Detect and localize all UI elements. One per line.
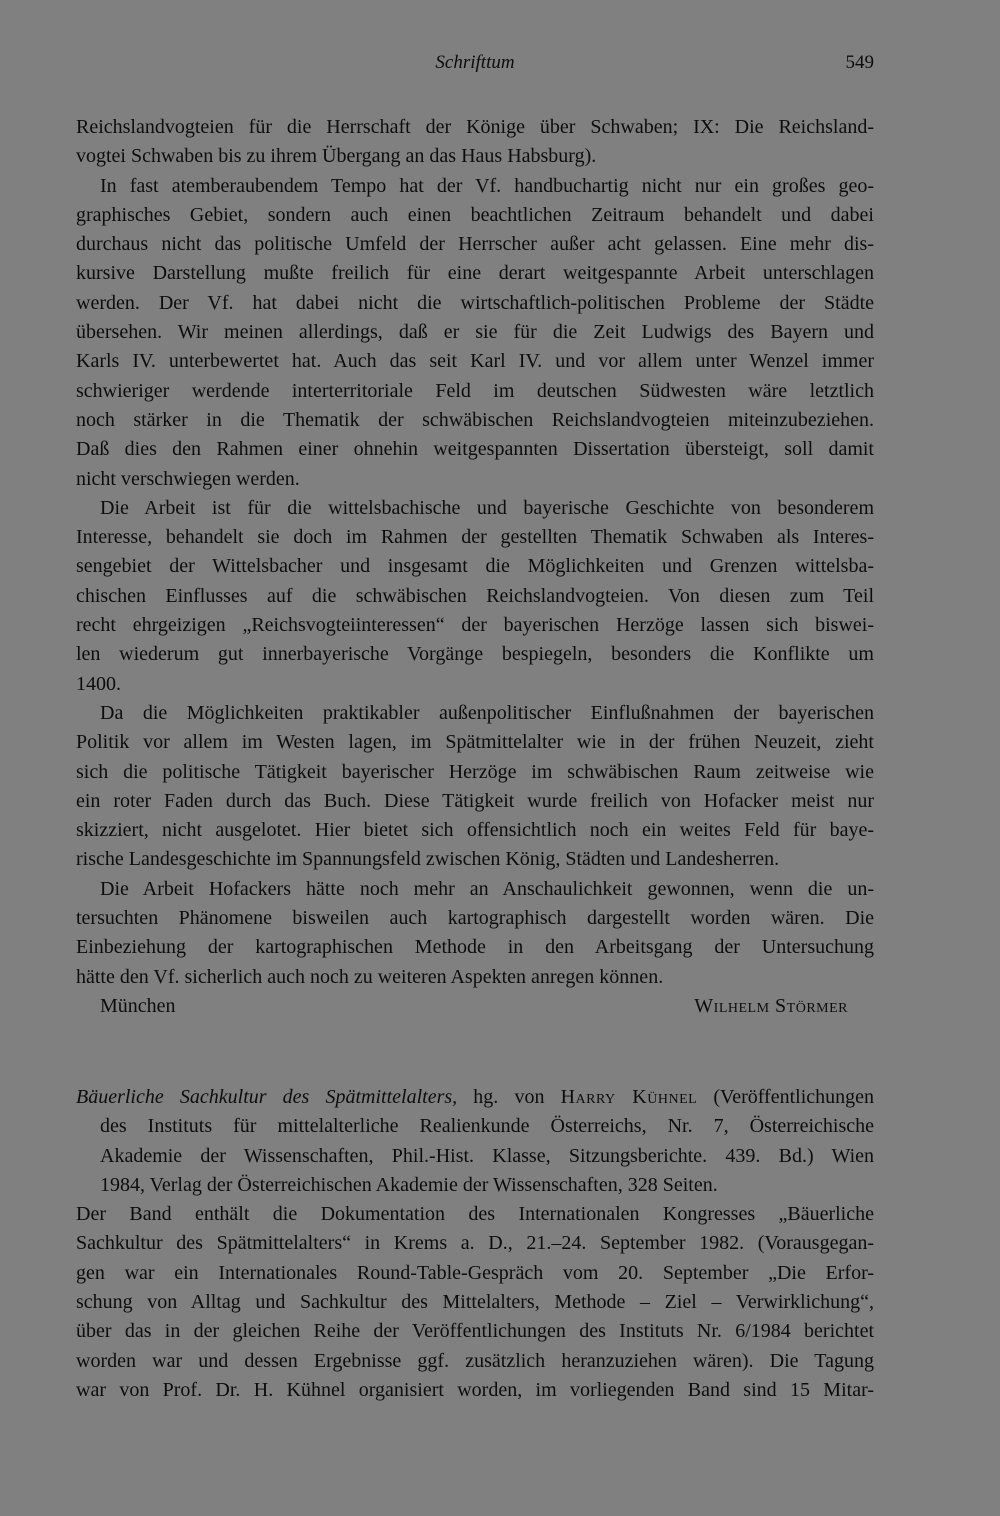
bibliographic-entry [76,1083,874,1200]
signature-author: Wilhelm Störmer [694,994,848,1017]
book-title: Bäuerliche Sachkultur des Spätmittelalters, [76,1086,458,1108]
editor-name: Harry Kühnel [560,1086,698,1108]
text-line: sengebiet der Wittelsbacher und insgesamt die Möglichkeiten und Grenzen wittelsba- [76,555,874,578]
text-line: war von Prof. Dr. H. Kühnel organisiert worden, im vorliegenden Band sind 15 Mitar- [76,1378,874,1401]
text-line: ein roter Faden durch das Buch. Diese Tätigkeit wurde freilich von Hofacker meist nur [76,789,874,812]
text-line: Reichslandvogteien für die Herrschaft der Könige über Schwaben; IX: Die Reichsland- [76,116,874,138]
text-line: Politik vor allem im Westen lagen, im Spätmittelalter wie in der frühen Neuzeit, zieht [76,731,874,754]
text-line: gen war ein Internationales Round-Table-Gespräch vom 20. September „Die Erfor- [76,1261,874,1284]
text-line: sich die politische Tätigkeit bayerischer Herzöge im schwäbischen Raum zeitweise wie [76,760,874,783]
text-line: len wiederum gut innerbayerische Vorgänge bespiegeln, besonders die Konflikte um [76,643,874,666]
text-line: chischen Einflusses auf die schwäbischen Reichslandvogteien. Von diesen zum Teil [76,584,874,607]
biblio-line [76,1083,874,1112]
text-line: recht ehrgeizigen „Reichsvogteiinteressen“ der bayerischen Herzöge lassen sich biswei- [76,614,874,637]
text-line: 1400. [76,672,121,695]
text-line: skizziert, nicht ausgelotet. Hier bietet sich offensichtlich noch ein weites Feld für baye- [76,819,874,842]
text-line: tersuchten Phänomene bisweilen auch kartographisch dargestellt worden wären. Die [76,907,874,930]
text-line: Der Band enthält die Dokumentation des Internationalen Kongresses „Bäuerliche [76,1203,874,1226]
text-line: schung von Alltag und Sachkultur des Mittelalters, Methode – Ziel – Verwirklichung“, [76,1291,874,1314]
continued-review-text [76,113,874,1021]
biblio-line: des Instituts für mittelalterliche Realienkunde Österreichs, Nr. 7, Österreichische [100,1115,874,1138]
biblio-line: 1984, Verlag der Österreichischen Akademie der Wissenschaften, 328 Seiten. [100,1173,718,1196]
paragraph-start-line: Die Arbeit ist für die wittelsbachische und bayerische Geschichte von besonderem [100,496,874,519]
text-line: über das in der gleichen Reihe der Veröffentlichungen des Instituts Nr. 6/1984 berichtet [76,1320,874,1343]
biblio-line1-rest: (Veröffentlichungen [697,1086,874,1108]
paragraph-start-line: In fast atemberaubendem Tempo hat der Vf. handbuchartig nicht nur ein großes geo- [100,174,874,197]
text-line: Einbeziehung der kartographischen Methode in den Arbeitsgang der Untersuchung [76,936,874,959]
text-line: vogtei Schwaben bis zu ihrem Übergang an das Haus Habsburg). [76,145,597,168]
text-line: hätte den Vf. sicherlich auch noch zu weiteren Aspekten anregen können. [76,965,664,988]
text-line: Karls IV. unterbewertet hat. Auch das seit Karl IV. und vor allem unter Wenzel immer [76,350,874,373]
running-head [76,52,874,76]
text-line: graphisches Gebiet, sondern auch einen beachtlichen Zeitraum behandelt und dabei [76,203,874,226]
text-line: Interesse, behandelt sie doch im Rahmen der gestellten Thematik Schwaben als Interes- [76,526,874,549]
text-line: werden. Der Vf. hat dabei nicht die wirtschaftlich-politischen Probleme der Städte [76,291,874,314]
text-line: Sachkultur des Spätmittelalters“ in Krems a. D., 21.–24. September 1982. (Vorausgegan- [76,1232,874,1255]
page-number: 549 [845,52,874,73]
text-line: Daß dies den Rahmen einer ohnehin weitgespannten Dissertation übersteigt, soll damit [76,438,874,461]
paragraph-start-line: Da die Möglichkeiten praktikabler außenpolitischer Einflußnahmen der bayerischen [100,701,874,724]
paragraph-start-line: Die Arbeit Hofackers hätte noch mehr an Anschaulichkeit gewonnen, wenn die un- [100,877,874,900]
text-line: übersehen. Wir meinen allerdings, daß er sie für die Zeit Ludwigs des Bayern und [76,321,874,344]
text-line: noch stärker in die Thematik der schwäbischen Reichslandvogteien miteinzubeziehen. [76,408,874,431]
text-line: worden war und dessen Ergebnisse ggf. zusätzlich heranzuziehen wären). Die Tagung [76,1349,874,1372]
hg-von: hg. von [457,1086,561,1108]
text-line: kursive Darstellung mußte freilich für eine derart weitgespannte Arbeit unterschlagen [76,262,874,285]
new-review [76,1083,874,1405]
text-line: nicht verschwiegen werden. [76,467,300,490]
text-line: rische Landesgeschichte im Spannungsfeld zwischen König, Städten und Landesherren. [76,848,780,871]
running-title: Schrifttum [435,52,515,73]
review-signature [76,992,874,1021]
text-line: schwieriger werdende interterritoriale Feld im deutschen Südwesten wäre letztlich [76,379,874,402]
text-line: durchaus nicht das politische Umfeld der Herrscher außer acht gelassen. Eine mehr dis- [76,233,874,256]
signature-place: München [100,994,176,1017]
biblio-line: Akademie der Wissenschaften, Phil.-Hist. Klasse, Sitzungsberichte. 439. Bd.) Wien [100,1144,874,1167]
